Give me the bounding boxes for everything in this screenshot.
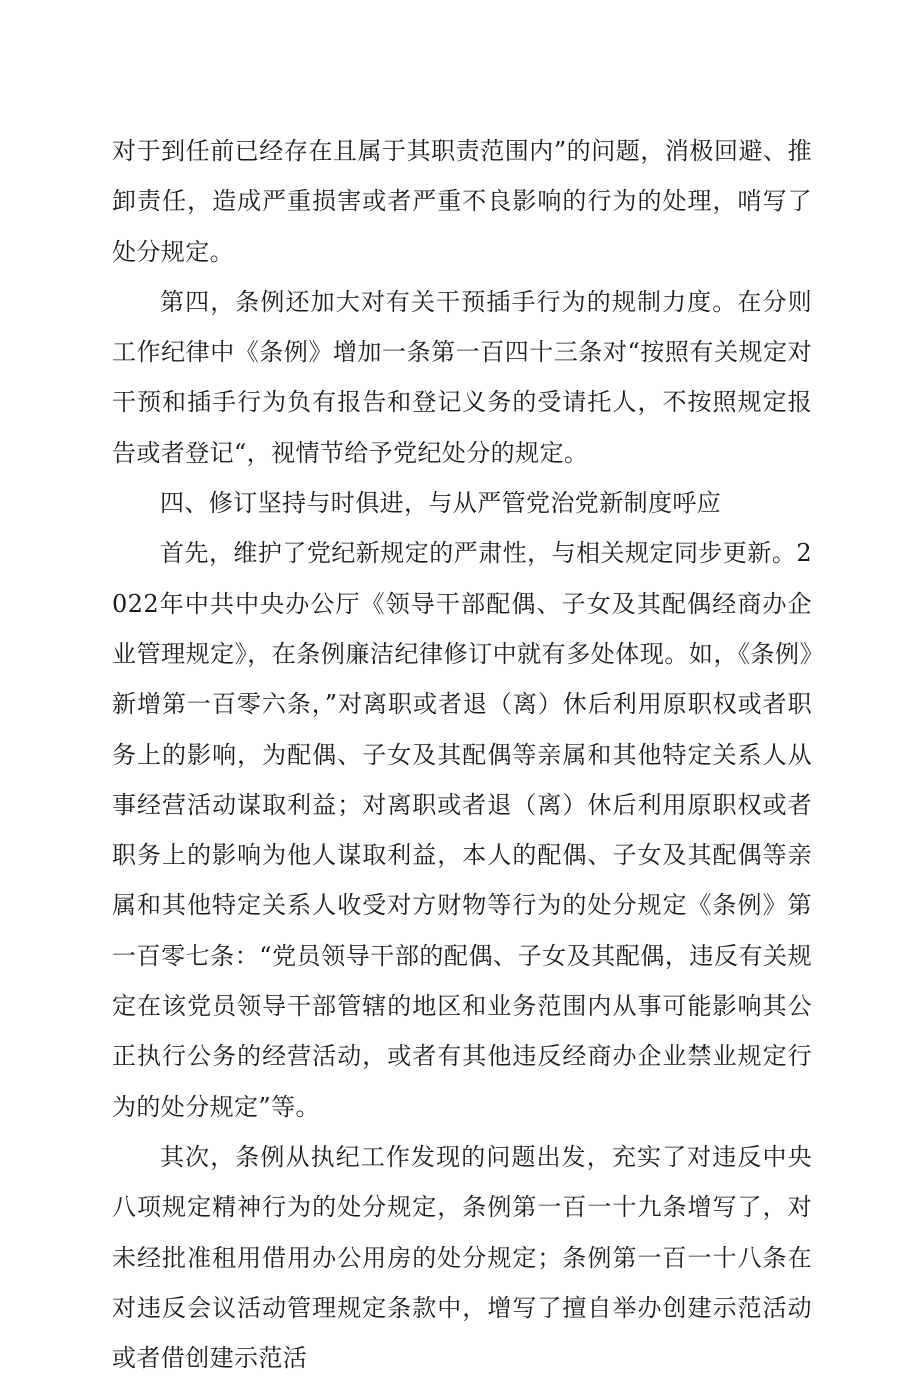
document-body xyxy=(112,126,812,1383)
paragraph-4: 其次，条例从执纪工作发现的问题出发，充实了对违反中央八项规定精神行为的处分规定，条例第一百一十九条增写了，对未经批准租用借用办公用房的处分规定；条例第一百一十八条在对违反会议活动管理规定条款中，增写了擅自举办创建示范活动或者借创建示范活 xyxy=(112,1142,812,1373)
paragraph-1: 对于到任前已经存在且属于其职责范围内”的问题，消极回避、推卸责任，造成严重损害或者严重不良影响的行为的处理，哨写了处分规定。 xyxy=(112,137,812,266)
paragraph-3: 首先，维护了党纪新规定的严肃性，与相关规定同步更新。2022年中共中央办公厅《领导干部配偶、子女及其配偶经商办企业管理规定》，在条例廉洁纪律修订中就有多处体现。如，《条例》新增第一百零六条，”对离职或者退（离）休后利用原职权或者职务上的影响，为配偶、子女及其配偶等亲属和其他特定关系人从事经营活动谋取利益；对离职或者退（离）休后利用原职权或者职务上的影响为他人谋取利益，本人的配偶、子女及其配偶等亲属和其他特定关系人收受对方财物等行为的处分规定《条例》第一百零七条：“党员领导干部的配偶、子女及其配偶，违反有关规定在该党员领导干部管辖的地区和业务范围内从事可能影响其公正执行公务的经营活动，或者有其他违反经商办企业禁业规定行为的处分规定”等。 xyxy=(112,539,812,1121)
paragraph-2: 第四，条例还加大对有关干预插手行为的规制力度。在分则工作纪律中《条例》增加一条第一百四十三条对“按照有关规定对干预和插手行为负有报告和登记义务的受请托人，不按照规定报告或者登记“，视情节给予党纪处分的规定。 xyxy=(112,287,812,467)
section-heading: 四、修订坚持与时俱进，与从严管党治党新制度呼应 xyxy=(160,489,722,518)
